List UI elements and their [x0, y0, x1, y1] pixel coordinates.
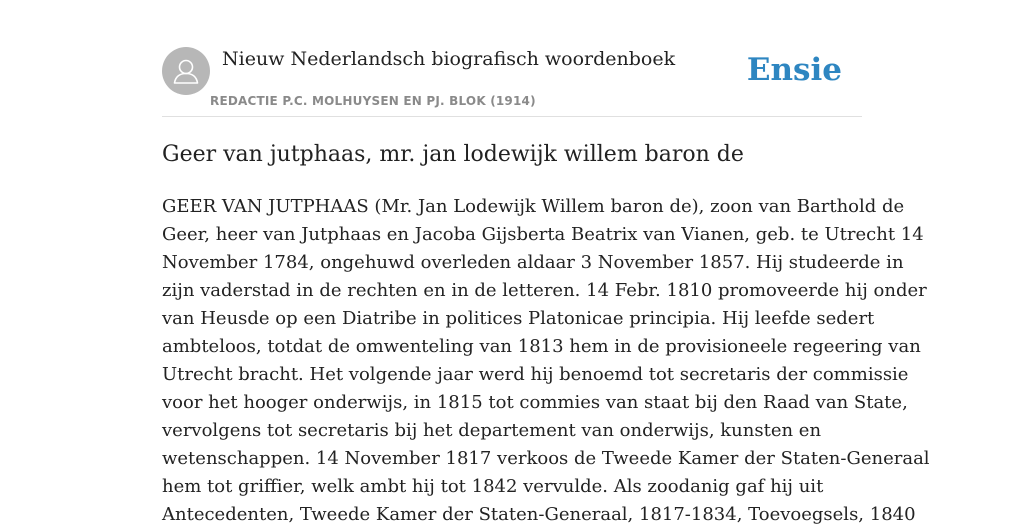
user-icon[interactable] [162, 47, 210, 95]
article-body [162, 193, 930, 529]
article-line: wetenschappen. 14 November 1817 verkoos de Tweede Kamer der Staten-Generaal [162, 448, 930, 469]
article-line: hem tot griffier, welk ambt hij tot 1842 vervulde. Als zoodanig gaf hij uit [162, 476, 824, 497]
ensie-logo[interactable]: Ensie [746, 52, 842, 88]
article-line: van Heusde op een Diatribe in politices Platonicae principia. Hij leefde sedert [162, 308, 875, 329]
book-header [162, 46, 862, 117]
article-line: vervolgens tot secretaris bij het departement van onderwijs, kunsten en [162, 420, 822, 441]
article-line: November 1784, ongehuwd overleden aldaar 3 November 1857. Hij studeerde in [162, 252, 904, 273]
article-line: GEER VAN JUTPHAAS (Mr. Jan Lodewijk Willem baron de), zoon van Barthold de [162, 196, 905, 217]
article-line: zijn vaderstad in de rechten en in de letteren. 14 Febr. 1810 promoveerde hij onder [162, 280, 927, 301]
book-title[interactable]: Nieuw Nederlandsch biografisch woordenboek [222, 48, 676, 70]
user-icon-glyph [162, 47, 210, 95]
article-title: Geer van jutphaas, mr. jan lodewijk willem baron de [162, 142, 744, 167]
article-line: Utrecht bracht. Het volgende jaar werd hij benoemd tot secretaris der commissie [162, 364, 909, 385]
article-line: Geer, heer van Jutphaas en Jacoba Gijsberta Beatrix van Vianen, geb. te Utrecht 14 [162, 224, 924, 245]
article-line: voor het hooger onderwijs, in 1815 tot commies van staat bij den Raad van State, [162, 392, 908, 413]
editor-byline: REDACTIE P.C. MOLHUYSEN EN PJ. BLOK (1914) [210, 94, 536, 108]
article-line: Antecedenten, Tweede Kamer der Staten-Generaal, 1817-1834, Toevoegsels, 1840 [162, 504, 916, 525]
article-line: ambteloos, totdat de omwenteling van 1813 hem in de provisioneele regeering van [162, 336, 921, 357]
